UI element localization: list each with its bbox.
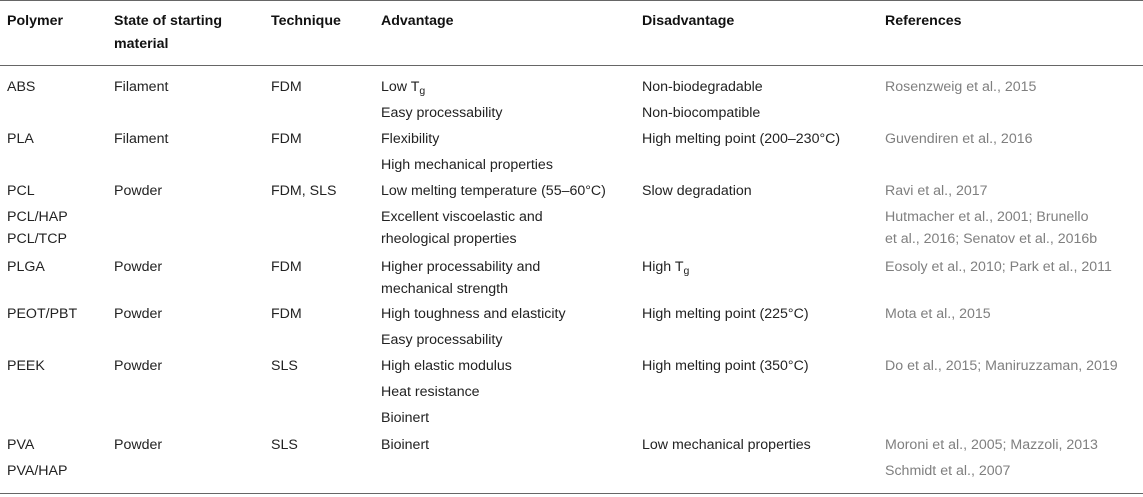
row-abs-advantage-2: Easy processability [381, 105, 503, 121]
row-peek-reference: Do et al., 2015; Maniruzzaman, 2019 [885, 358, 1118, 374]
row-abs-technique: FDM [271, 79, 302, 95]
row-pla-advantage-1: Flexibility [381, 131, 440, 147]
table-bottom-rule [0, 493, 1143, 494]
row-peek-disadvantage: High melting point (350°C) [642, 358, 809, 374]
row-abs-state: Filament [114, 79, 169, 95]
row-peot-reference: Mota et al., 2015 [885, 306, 991, 322]
row-pclhap-reference-2: et al., 2016; Senatov et al., 2016b [885, 231, 1098, 247]
row-pcl-state: Powder [114, 183, 163, 199]
row-plga-technique: FDM [271, 259, 302, 275]
row-pvahap-polymer: PVA/HAP [7, 463, 68, 479]
header-technique: Technique [271, 13, 341, 29]
row-pcl-disadvantage: Slow degradation [642, 183, 752, 199]
row-pva-reference: Moroni et al., 2005; Mazzoli, 2013 [885, 437, 1098, 453]
row-peot-state: Powder [114, 306, 163, 322]
row-abs-polymer: ABS [7, 79, 36, 95]
row-peot-disadvantage: High melting point (225°C) [642, 306, 809, 322]
row-pva-state: Powder [114, 437, 163, 453]
row-pva-polymer: PVA [7, 437, 35, 453]
row-peek-polymer: PEEK [7, 358, 45, 374]
row-pclhap-advantage-2: rheological properties [381, 231, 517, 247]
row-plga-advantage-1: Higher processability and [381, 259, 541, 275]
row-pla-disadvantage: High melting point (200–230°C) [642, 131, 841, 147]
row-pla-advantage-2: High mechanical properties [381, 157, 553, 173]
row-plga-polymer: PLGA [7, 259, 45, 275]
row-pla-polymer: PLA [7, 131, 34, 147]
row-peot-advantage-2: Easy processability [381, 332, 503, 348]
row-pclhap-reference-1: Hutmacher et al., 2001; Brunello [885, 209, 1089, 225]
row-plga-disadvantage: High $T_g$ [642, 259, 690, 277]
row-plga-state: Powder [114, 259, 163, 275]
row-pclhap-polymer-2: PCL/TCP [7, 231, 67, 247]
row-peek-state: Powder [114, 358, 163, 374]
header-advantage: Advantage [381, 13, 454, 29]
row-peek-technique: SLS [271, 358, 298, 374]
row-pva-disadvantage: Low mechanical properties [642, 437, 811, 453]
row-pla-state: Filament [114, 131, 169, 147]
row-pcl-reference: Ravi et al., 2017 [885, 183, 988, 199]
row-pcl-polymer: PCL [7, 183, 35, 199]
row-abs-disadvantage-2: Non-biocompatible [642, 105, 761, 121]
header-state-line1: State of starting [114, 13, 222, 29]
header-polymer: Polymer [7, 13, 63, 29]
row-peek-advantage-1: High elastic modulus [381, 358, 512, 374]
row-pcl-advantage: Low melting temperature (55–60°C) [381, 183, 606, 199]
header-state-line2: material [114, 36, 169, 52]
row-peek-advantage-3: Bioinert [381, 410, 430, 426]
row-plga-advantage-2: mechanical strength [381, 281, 508, 297]
header-disadvantage: Disadvantage [642, 13, 735, 29]
row-peek-advantage-2: Heat resistance [381, 384, 480, 400]
row-pva-advantage: Bioinert [381, 437, 430, 453]
row-pva-technique: SLS [271, 437, 298, 453]
row-pla-technique: FDM [271, 131, 302, 147]
row-pclhap-advantage-1: Excellent viscoelastic and [381, 209, 543, 225]
row-peot-polymer: PEOT/PBT [7, 306, 78, 322]
row-pcl-technique: FDM, SLS [271, 183, 337, 199]
table-top-rule [0, 0, 1143, 1]
table-header-rule [0, 65, 1143, 66]
row-abs-disadvantage-1: Non-biodegradable [642, 79, 763, 95]
row-plga-reference: Eosoly et al., 2010; Park et al., 2011 [885, 259, 1112, 275]
row-pla-reference: Guvendiren et al., 2016 [885, 131, 1033, 147]
row-abs-reference: Rosenzweig et al., 2015 [885, 79, 1037, 95]
row-pclhap-polymer-1: PCL/HAP [7, 209, 68, 225]
row-peot-technique: FDM [271, 306, 302, 322]
row-abs-advantage-1: Low $T_g$ [381, 79, 426, 97]
row-peot-advantage-1: High toughness and elasticity [381, 306, 566, 322]
row-pvahap-reference: Schmidt et al., 2007 [885, 463, 1011, 479]
header-references: References [885, 13, 962, 29]
